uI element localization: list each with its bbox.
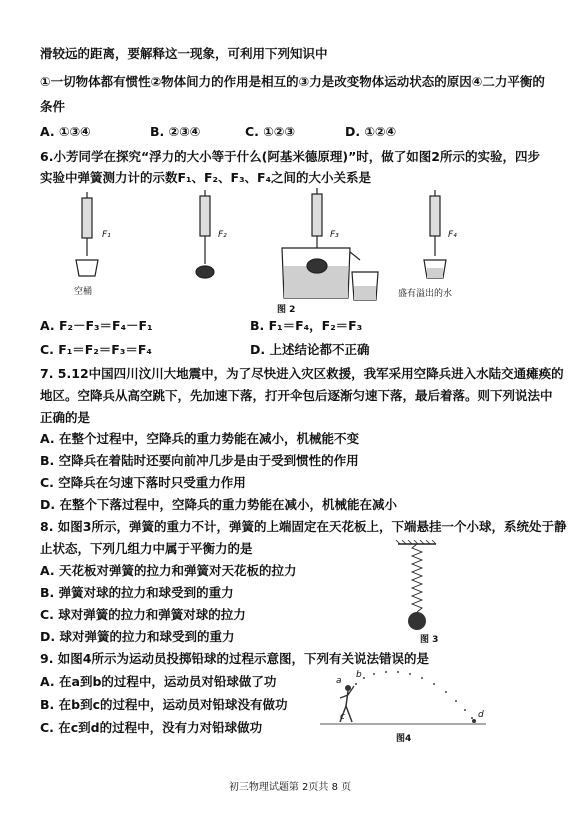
q9-option-b: B. 在b到c的过程中，运动员对铅球没有做功 xyxy=(40,697,288,712)
figure-3-title: 图 3 xyxy=(420,635,439,645)
question-7-line2: 地区。空降兵从高空跳下，先加速下落，打开伞包后逐渐匀速下落，最后着落。则下列说法中 xyxy=(40,388,553,403)
question-7-line1: 7. 5.12中国四川汶川大地震中，为了尽快进入灾区救援，我军采用空降兵进入水陆交通瘫痪的 xyxy=(40,366,564,381)
figure-3 xyxy=(392,540,442,635)
f4-label: F₄ xyxy=(448,230,457,240)
question-7-line3: 正确的是 xyxy=(40,410,91,425)
q8-option-d: D. 球对弹簧的拉力和球受到的重力 xyxy=(40,629,235,644)
point-b-label: b xyxy=(356,670,362,680)
caption-empty-bucket: 空桶 xyxy=(74,287,93,297)
q7-option-d: D. 在整个下落过程中，空降兵的重力势能在减小，机械能在减小 xyxy=(40,497,397,512)
figure-4 xyxy=(318,668,488,730)
point-d-label: d xyxy=(478,710,484,720)
q9-option-a: A. 在a到b的过程中，运动员对铅球做了功 xyxy=(40,674,277,689)
q6-option-b: B. F₁＝F₄，F₂＝F₃ xyxy=(250,318,363,333)
q6-option-a: A. F₂－F₃＝F₄－F₁ xyxy=(40,318,153,333)
text-line: 条件 xyxy=(40,99,66,114)
q5-option-a: A. ①③④ xyxy=(40,124,91,139)
f3-label: F₃ xyxy=(330,230,339,240)
q6-option-d: D. 上述结论都不正确 xyxy=(250,342,370,357)
question-9-line: 9. 如图4所示为运动员投掷铅球的过程示意图，下列有关说法错误的是 xyxy=(40,651,429,666)
q5-option-b: B. ②③④ xyxy=(150,124,201,139)
f1-label: F₁ xyxy=(102,230,111,240)
q8-option-a: A. 天花板对弹簧的拉力和弹簧对天花板的拉力 xyxy=(40,563,297,578)
question-8-line1: 8. 如图3所示，弹簧的重力不计，弹簧的上端固定在天花板上，下端悬挂一个小球，系统处于静 xyxy=(40,519,567,534)
q6-option-c: C. F₁＝F₂＝F₃＝F₄ xyxy=(40,342,152,357)
point-c-label: c xyxy=(340,712,345,722)
figure-2 xyxy=(60,188,480,313)
f2-label: F₂ xyxy=(218,230,227,240)
figure-2-title: 图 2 xyxy=(277,305,296,315)
q5-option-d: D. ①②④ xyxy=(345,124,397,139)
q5-option-c: C. ①②③ xyxy=(245,124,296,139)
caption-overflow-water: 盛有溢出的水 xyxy=(398,289,453,299)
q8-option-c: C. 球对弹簧的拉力和弹簧对球的拉力 xyxy=(40,607,246,622)
q9-option-c: C. 在c到d的过程中，没有力对铅球做功 xyxy=(40,720,263,735)
q8-option-b: B. 弹簧对球的拉力和球受到的重力 xyxy=(40,585,234,600)
q7-option-c: C. 空降兵在匀速下落时只受重力作用 xyxy=(40,475,246,490)
page-footer: 初三物理试题第 2页共 8 页 xyxy=(228,782,352,793)
question-8-line2: 止状态，下列几组力中属于平衡力的是 xyxy=(40,541,253,556)
figure-4-title: 图4 xyxy=(396,734,412,744)
q7-option-b: B. 空降兵在着陆时还要向前冲几步是由于受到惯性的作用 xyxy=(40,453,359,468)
spring-ball-diagram xyxy=(392,540,442,635)
q7-option-a: A. 在整个过程中，空降兵的重力势能在减小，机械能不变 xyxy=(40,431,360,446)
point-a-label: a xyxy=(336,676,342,686)
question-6-line2: 实验中弹簧测力计的示数F₁、F₂、F₃、F₄之间的大小关系是 xyxy=(40,170,372,185)
text-line: ①一切物体都有惯性②物体间力的作用是相互的③力是改变物体运动状态的原因④二力平衡的 xyxy=(40,74,545,89)
question-6-line1: 6.小芳同学在探究“浮力的大小等于什么(阿基米德原理)”时，做了如图2所示的实验，四步 xyxy=(40,149,541,164)
text-line: 滑较远的距离，要解释这一现象，可利用下列知识中 xyxy=(40,46,328,61)
